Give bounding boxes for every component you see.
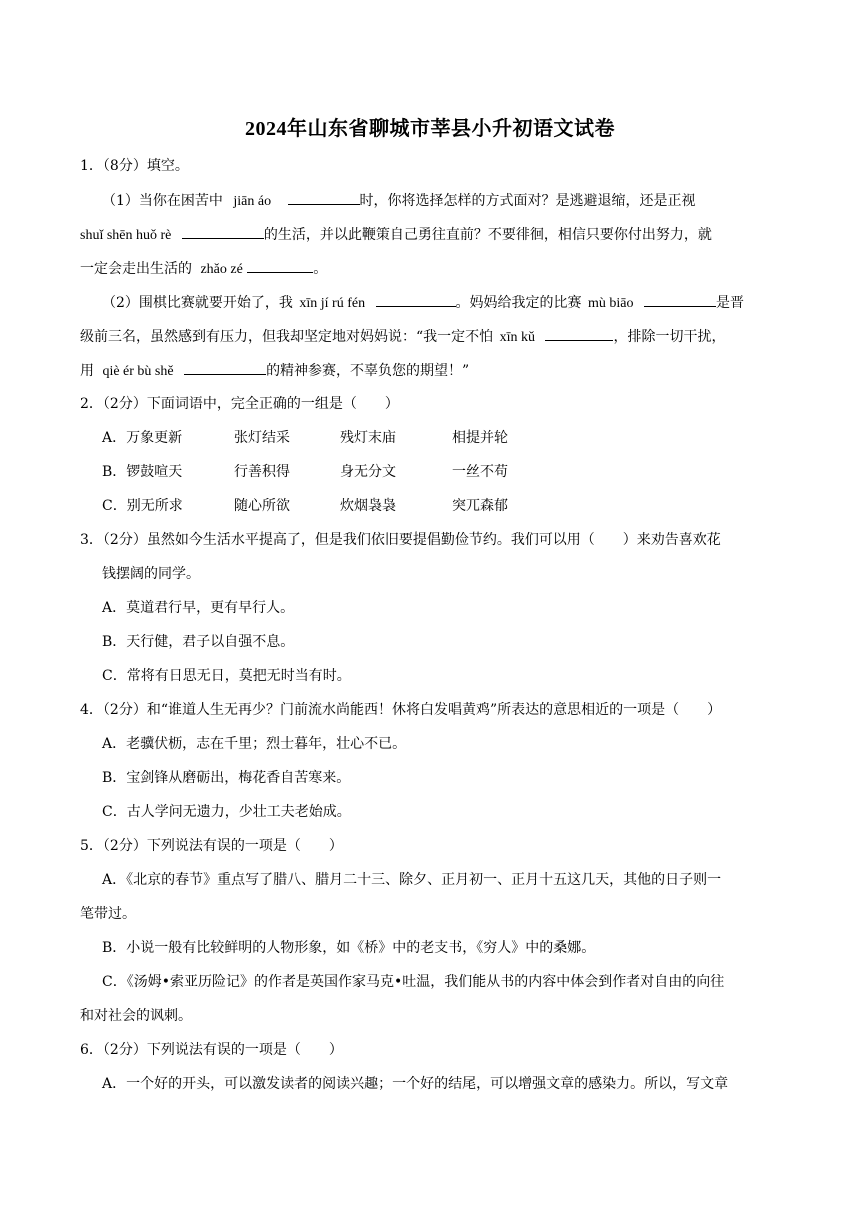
question-1-part-1-line-3 bbox=[80, 258, 327, 278]
option-word: 张灯结采 bbox=[234, 430, 290, 446]
text: 。妈妈给我定的比赛 bbox=[455, 295, 582, 311]
pinyin: mù biāo bbox=[588, 296, 634, 311]
pinyin: qiè ér bù shě bbox=[102, 364, 174, 379]
question-5-heading: 5．（2分）下列说法有误的一项是（ ） bbox=[80, 838, 343, 854]
answer-blank[interactable] bbox=[545, 326, 613, 341]
text: 时，你将选择怎样的方式面对？是逃避退缩，还是正视 bbox=[359, 193, 696, 209]
text: 用 bbox=[80, 363, 94, 379]
text: 的生活，并以此鞭策自己勇往直前？不要徘徊，相信只要你付出努力，就 bbox=[263, 227, 712, 243]
text: ，排除一切干扰， bbox=[613, 329, 726, 345]
text: 级前三名，虽然感到有压力，但我却坚定地对妈妈说：“我一定不怕 bbox=[80, 329, 494, 345]
question-1-part-1-line-2 bbox=[80, 224, 712, 244]
question-3-heading: 3．（2分）虽然如今生活水平提高了，但是我们依旧要提倡勤俭节约。我们可以用（ ）来劝告喜欢花 bbox=[80, 532, 721, 548]
question-1-part-2-line-3 bbox=[80, 360, 469, 380]
question-3-option-b[interactable]: B．天行健，君子以自强不息。 bbox=[102, 634, 295, 650]
page-title: 2024年山东省聊城市莘县小升初语文试卷 bbox=[245, 118, 615, 140]
pinyin: shuǐ shēn huǒ rè bbox=[80, 228, 172, 243]
pinyin: zhǎo zé bbox=[200, 262, 243, 277]
answer-blank[interactable] bbox=[376, 292, 456, 307]
question-5-option-c[interactable]: C．《汤姆•索亚历险记》的作者是英国作家马克•吐温，我们能从书的内容中体会到作者对自由的向往 bbox=[102, 974, 725, 990]
answer-blank[interactable] bbox=[644, 292, 716, 307]
option-word: 一丝不苟 bbox=[452, 464, 508, 480]
option-word: A．万象更新 bbox=[102, 430, 183, 446]
pinyin: xīn jí rú fén bbox=[299, 296, 366, 311]
question-4-option-c[interactable]: C．古人学问无遗力，少壮工夫老始成。 bbox=[102, 804, 351, 820]
question-5-option-a[interactable]: A．《北京的春节》重点写了腊八、腊月二十三、除夕、正月初一、正月十五这几天，其他的日子则一 bbox=[102, 872, 722, 888]
answer-blank[interactable] bbox=[288, 190, 360, 205]
question-2-heading: 2．（2分）下面词语中，完全正确的一组是（ ） bbox=[80, 396, 399, 412]
question-5-option-a-cont: 笔带过。 bbox=[80, 906, 136, 922]
question-4-option-a[interactable]: A．老骥伏枥，志在千里；烈士暮年，壮心不已。 bbox=[102, 736, 407, 752]
question-3-option-a[interactable]: A．莫道君行早，更有早行人。 bbox=[102, 600, 295, 616]
text: 一定会走出生活的 bbox=[80, 261, 192, 277]
text: 是晋 bbox=[715, 295, 744, 311]
option-word: 随心所欲 bbox=[234, 498, 290, 514]
question-5-option-b[interactable]: B．小说一般有比较鲜明的人物形象，如《桥》中的老支书，《穷人》中的桑娜。 bbox=[102, 940, 596, 956]
option-word: 炊烟袅袅 bbox=[340, 498, 396, 514]
question-4-option-b[interactable]: B．宝剑锋从磨砺出，梅花香自苦寒来。 bbox=[102, 770, 351, 786]
text: 。 bbox=[313, 261, 328, 277]
question-3-option-c[interactable]: C．常将有日思无日，莫把无时当有时。 bbox=[102, 668, 351, 684]
question-1-part-1-line-1 bbox=[102, 190, 696, 210]
text: （2）围棋比赛就要开始了，我 bbox=[102, 295, 293, 311]
text: 的精神参赛，不辜负您的期望！” bbox=[266, 363, 470, 379]
option-word: 残灯末庙 bbox=[340, 430, 396, 446]
question-3-heading-cont: 钱摆阔的同学。 bbox=[102, 566, 200, 582]
option-word: 突兀森郁 bbox=[452, 498, 508, 514]
question-1-part-2-line-1 bbox=[102, 292, 744, 312]
option-word: C．别无所求 bbox=[102, 498, 183, 514]
pinyin: jiān áo bbox=[233, 194, 272, 209]
answer-blank[interactable] bbox=[182, 224, 264, 239]
option-word: 身无分文 bbox=[340, 464, 396, 480]
answer-blank[interactable] bbox=[184, 360, 266, 375]
question-1-part-2-line-2 bbox=[80, 326, 725, 346]
option-word: 行善积得 bbox=[234, 464, 290, 480]
question-6-option-a[interactable]: A．一个好的开头，可以激发读者的阅读兴趣；一个好的结尾，可以增强文章的感染力。所以，写文章 bbox=[102, 1076, 729, 1092]
option-word: 相提并轮 bbox=[452, 430, 508, 446]
pinyin: xīn kǔ bbox=[499, 330, 535, 345]
answer-blank[interactable] bbox=[247, 258, 313, 273]
option-word: B．锣鼓喧天 bbox=[102, 464, 183, 480]
question-4-heading: 4．（2分）和“谁道人生无再少？门前流水尚能西！休将白发唱黄鸡”所表达的意思相近的一项是（ ） bbox=[80, 702, 722, 718]
question-1-heading: 1．（8分）填空。 bbox=[80, 158, 189, 174]
text: （1）当你在困苦中 bbox=[102, 193, 223, 209]
question-5-option-c-cont: 和对社会的讽刺。 bbox=[80, 1008, 192, 1024]
question-6-heading: 6．（2分）下列说法有误的一项是（ ） bbox=[80, 1042, 343, 1058]
